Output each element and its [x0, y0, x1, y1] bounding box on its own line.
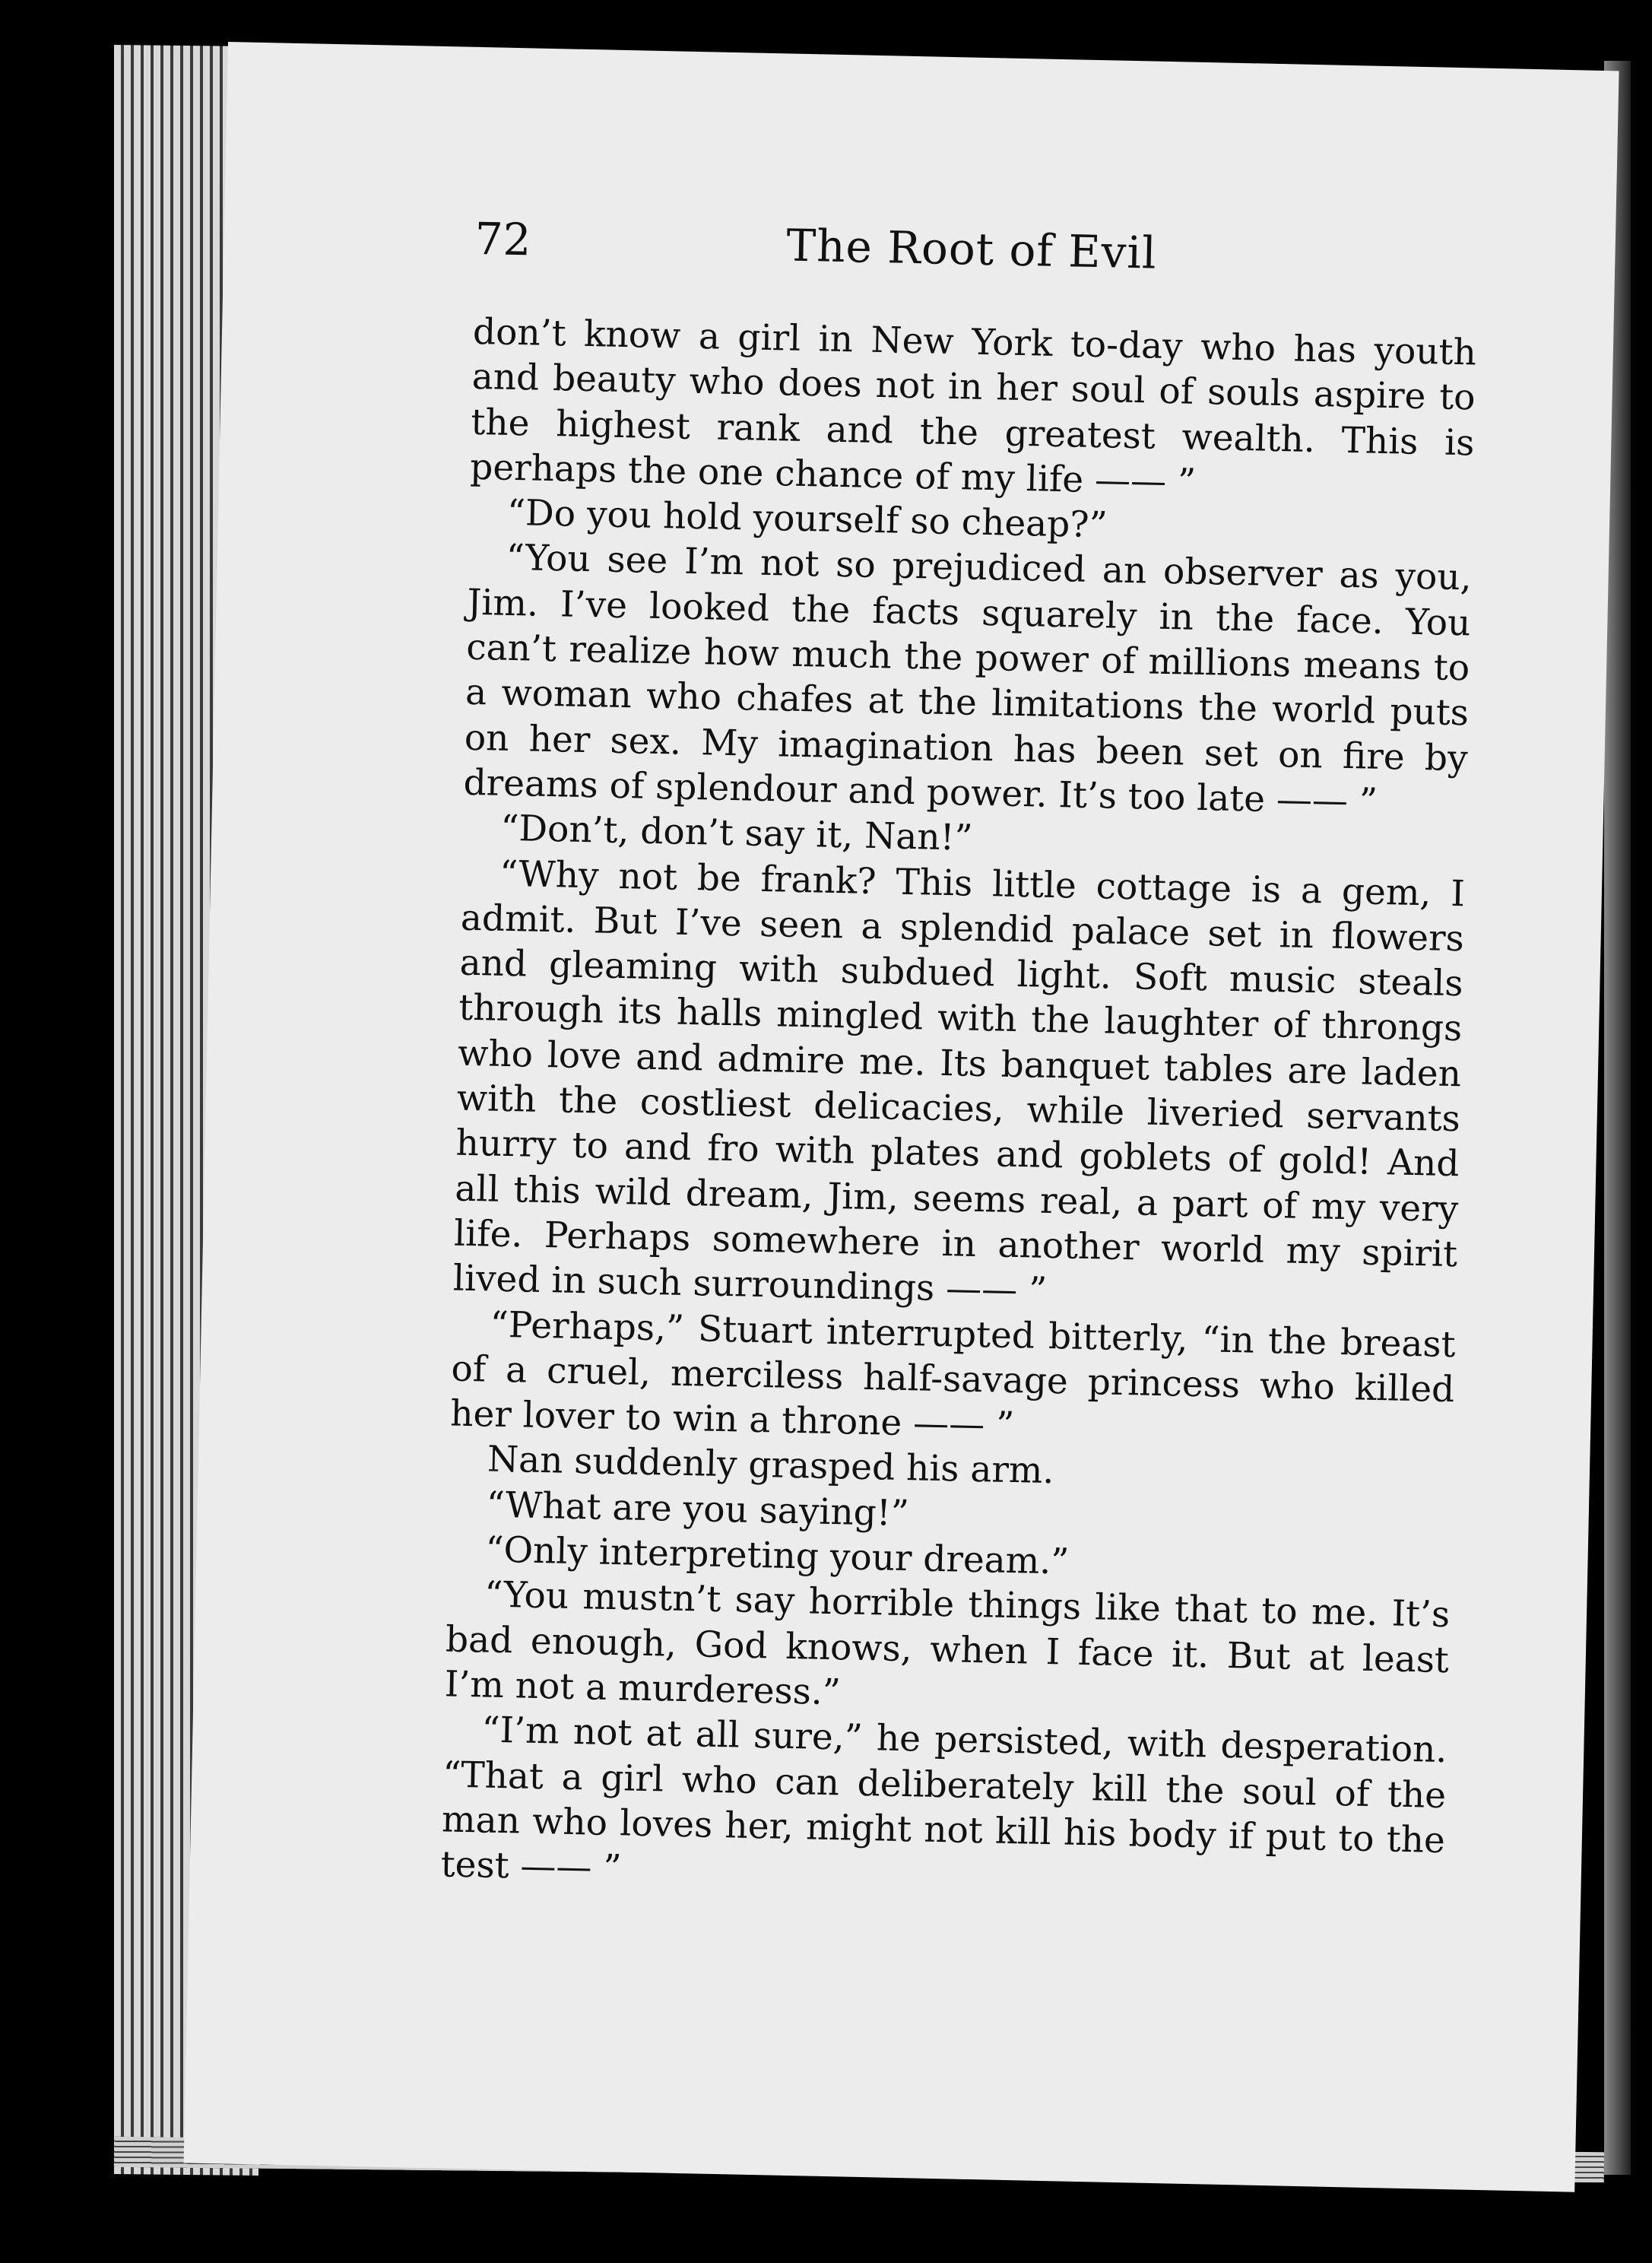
- paragraph: “Why not be frank? This little cottage is a gem, I admit. But I’ve seen a splendid palace set in flowers and gleaming with subdued light. Soft music steals through its halls mingled with the laughter of throngs who love and admire me. Its banquet tables are laden with the costliest delicacies, while liveried servants hurry to and fro with plates and goblets of gold! And all this wild dream, Jim, seems real, a part of my very life. Perhaps somewhere in another world my spirit lived in such surroundings —— ”: [452, 852, 1466, 1312]
- paragraph: “You mustn’t say horrible things like that to me. It’s bad enough, God knows, when I face it. But at least I’m not a murderess.”: [444, 1573, 1451, 1714]
- paragraph: “You see I’m not so prejudiced an observer as you, Jim. I’ve looked the facts squarely in the face. You can’t realize how much the power of millions means to a woman who chafes at the limitations the world puts on her sex. My imagination has been set on fire by dreams of splendour and power. It’s too late —— ”: [463, 537, 1473, 823]
- paragraph: “Don’t, don’t say it, Nan!”: [499, 808, 974, 860]
- book-page: [184, 42, 1619, 2192]
- paragraph: don’t know a girl in New York to-day who has youth and beauty who does not in her soul of souls aspire to the highest rank and the greatest wealth. This is perhaps the one chance of my life —— ”: [469, 310, 1477, 503]
- paragraph: “Only interpreting your dream.”: [484, 1528, 1070, 1583]
- paragraph: “Do you hold yourself so cheap?”: [506, 492, 1108, 547]
- body-text: [440, 309, 1476, 1909]
- paragraph: “What are you saying!”: [486, 1484, 910, 1535]
- paragraph: “I’m not at all sure,” he persisted, with desperation. “That a girl who can deliberately kill the soul of the man who loves her, might not kill his body if put to the test —— ”: [440, 1709, 1447, 1890]
- paragraph: “Perhaps,” Stuart interrupted bitterly, “in the breast of a cruel, merciless half-savage princess who killed her lover to win a throne —— ”: [449, 1303, 1457, 1447]
- running-title: The Root of Evil: [785, 219, 1158, 279]
- running-head: [474, 212, 1479, 279]
- page-number: 72: [474, 212, 532, 266]
- paragraph: Nan suddenly grasped his arm.: [487, 1438, 1054, 1493]
